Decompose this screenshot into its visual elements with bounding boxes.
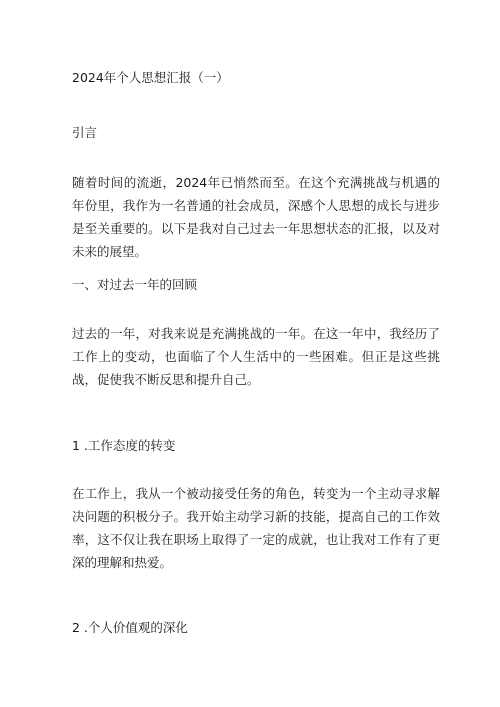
paragraph-intro: 随着时间的流逝，2024年已悄然而至。在这个充满挑战与机遇的年份里，我作为一名普通的社会成员，深感个人思想的成长与进步是至关重要的。以下是我对自己过去一年思想状态的汇报，以及对未来的展望。 [72, 175, 440, 259]
section-heading-review: 一、对过去一年的回顾 [72, 277, 198, 292]
document-title: 2024年个人思想汇报（一） [72, 70, 229, 85]
subheading-values: 2 .个人价值观的深化 [72, 620, 188, 635]
paragraph-work-attitude: 在工作上，我从一个被动接受任务的角色，转变为一个主动寻求解决问题的积极分子。我开始主动学习新的技能，提高自己的工作效率，这不仅让我在职场上取得了一定的成就，也让我对工作有了更深的理解和热爱。 [72, 486, 440, 570]
section-heading-intro: 引言 [72, 125, 98, 140]
subheading-work-attitude: 1 .工作态度的转变 [72, 438, 176, 453]
paragraph-review: 过去的一年，对我来说是充满挑战的一年。在这一年中，我经历了工作上的变动，也面临了个人生活中的一些困难。但正是这些挑战，促使我不断反思和提升自己。 [72, 326, 440, 387]
